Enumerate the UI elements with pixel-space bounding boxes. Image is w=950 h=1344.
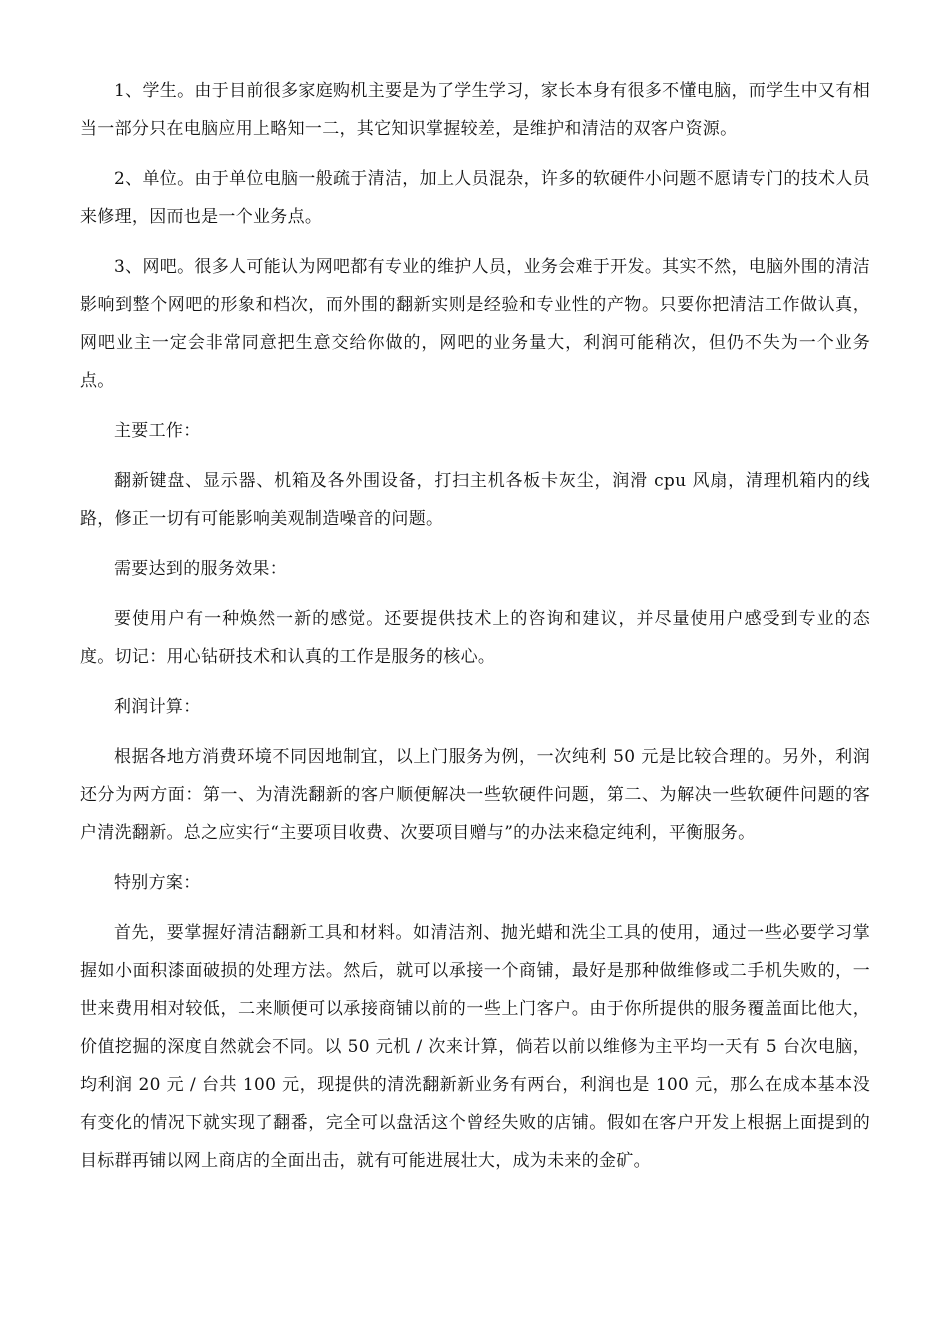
paragraph-profit-calculation: 根据各地方消费环境不同因地制宜，以上门服务为例，一次纯利 50 元是比较合理的。另外，利润还分为两方面：第一、为清洗翻新的客户顺便解决一些软硬件问题，第二、为解决一些软硬件问题的客户清洗翻新。总之应实行“主要项目收费、次要项目赠与”的办法来稳定纯利，平衡服务。 <box>80 747 870 843</box>
paragraph-students: 1、学生。由于目前很多家庭购机主要是为了学生学习，家长本身有很多不懂电脑，而学生中又有相当一部分只在电脑应用上略知一二，其它知识掌握较差，是维护和清洁的双客户资源。 <box>80 81 870 139</box>
paragraph-service-effect: 要使用户有一种焕然一新的感觉。还要提供技术上的咨询和建议，并尽量使用户感受到专业的态度。切记：用心钻研技术和认真的工作是服务的核心。 <box>80 609 870 667</box>
heading-service-effect: 需要达到的服务效果： <box>114 559 287 579</box>
paragraph-internet-cafe: 3、网吧。很多人可能认为网吧都有专业的维护人员，业务会难于开发。其实不然，电脑外围的清洁影响到整个网吧的形象和档次，而外围的翻新实则是经验和专业性的产物。只要你把清洁工作做认真，网吧业主一定会非常同意把生意交给你做的，网吧的业务量大，利润可能稍次，但仍不失为一个业务点。 <box>80 257 870 391</box>
heading-main-work: 主要工作： <box>114 421 201 441</box>
paragraph-units: 2、单位。由于单位电脑一般疏于清洁，加上人员混杂，许多的软硬件小问题不愿请专门的技术人员来修理，因而也是一个业务点。 <box>80 169 870 227</box>
heading-special-plan: 特别方案： <box>114 873 201 893</box>
document-page <box>80 72 870 1192</box>
paragraph-special-plan: 首先，要掌握好清洁翻新工具和材料。如清洁剂、抛光蜡和洗尘工具的使用，通过一些必要学习掌握如小面积漆面破损的处理方法。然后，就可以承接一个商铺，最好是那种做维修或二手机失败的，一世来费用相对较低，二来顺便可以承接商铺以前的一些上门客户。由于你所提供的服务覆盖面比他大，价值挖掘的深度自然就会不同。以 50 元机 / 次来计算，倘若以前以维修为主平均一天有 5 台次电脑，均利润 20 元 / 台共 100 元，现提供的清洗翻新新业务有两台，利润也是 100 元，那么在成本基本没有变化的情况下就实现了翻番，完全可以盘活这个曾经失败的店铺。假如在客户开发上根据上面提到的目标群再铺以网上商店的全面出击，就有可能进展壮大，成为未来的金矿。 <box>80 923 870 1171</box>
heading-profit-calculation: 利润计算： <box>114 697 201 717</box>
paragraph-main-work: 翻新键盘、显示器、机箱及各外围设备，打扫主机各板卡灰尘，润滑 cpu 风扇，清理机箱内的线路，修正一切有可能影响美观制造噪音的问题。 <box>80 471 870 529</box>
